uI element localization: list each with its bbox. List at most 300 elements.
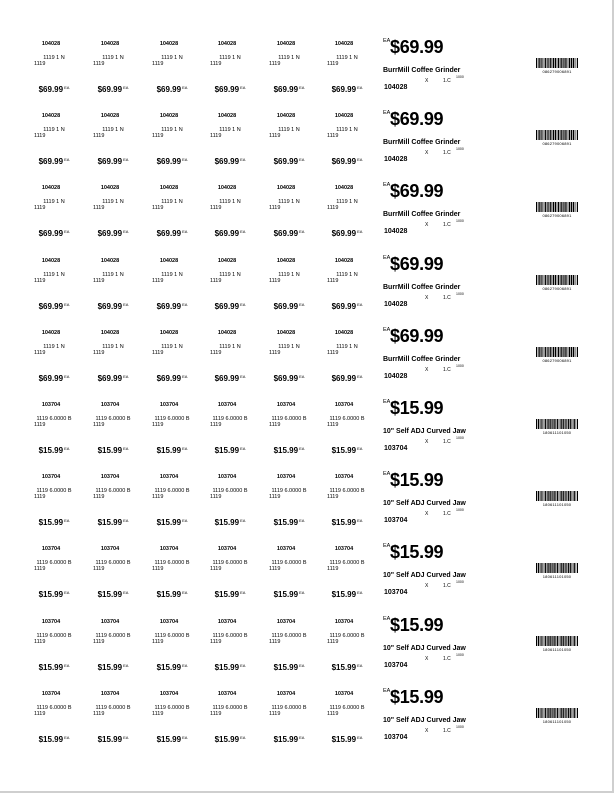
main-shelf-label — [383, 688, 523, 760]
small-label-price — [144, 663, 200, 672]
small-label-unit: EA — [240, 301, 246, 307]
small-label — [85, 688, 141, 760]
small-label — [85, 255, 141, 327]
small-label-item-code: 104028 — [159, 113, 179, 120]
small-label-line1: 1119 1 N — [43, 127, 65, 134]
small-label-line1: 1119 6.0000 B — [271, 488, 307, 495]
small-label-price — [319, 157, 375, 166]
small-label-line1: 1119 6.0000 B — [95, 632, 131, 639]
small-label-item-code: 104028 — [41, 113, 61, 120]
small-label-item-code: 104028 — [100, 41, 120, 47]
small-label-line2: 1119 — [152, 133, 164, 140]
small-label-line2: 1119 — [93, 494, 105, 501]
small-label-line2: 1119 — [34, 638, 46, 645]
small-label — [26, 471, 82, 543]
small-label-line1: 1119 6.0000 B — [95, 416, 131, 422]
small-label-price — [261, 446, 317, 455]
barcode — [536, 636, 578, 652]
main-label-qty-sup: 1000 — [456, 219, 464, 224]
barcode — [536, 347, 578, 363]
small-label — [319, 471, 375, 543]
small-label-line1: 1119 1 N — [219, 199, 241, 206]
small-label — [319, 688, 375, 760]
main-shelf-label — [383, 327, 523, 399]
small-label-item-code: 104028 — [159, 329, 179, 336]
small-label — [319, 399, 375, 471]
main-label-qty-sup: 1000 — [456, 75, 464, 79]
main-label-x-mark: X — [425, 294, 429, 301]
small-label-price-value: $15.99 — [273, 734, 299, 744]
barcode — [536, 491, 578, 507]
small-label-item-code: 104028 — [100, 329, 120, 336]
small-label-unit: EA — [64, 518, 70, 524]
small-label — [319, 543, 375, 615]
small-label-unit: EA — [123, 229, 129, 235]
label-row — [0, 110, 600, 182]
small-label-line1: 1119 1 N — [278, 199, 300, 206]
small-label-price — [144, 229, 200, 238]
small-label-item-code: 103704 — [159, 402, 179, 408]
small-label-price — [26, 229, 82, 238]
barcode-bars — [536, 419, 578, 429]
small-label-unit: EA — [64, 662, 70, 668]
small-label — [261, 399, 317, 471]
label-row — [0, 471, 600, 543]
small-label-price-value: $69.99 — [331, 301, 357, 311]
small-label-price — [202, 85, 258, 94]
small-label — [85, 327, 141, 399]
small-label-price-value: $15.99 — [331, 734, 357, 744]
small-label-item-code: 103704 — [41, 690, 61, 697]
small-label-price-value: $69.99 — [38, 157, 64, 167]
main-label-qty-sup: 1000 — [456, 291, 464, 296]
small-label-unit: EA — [240, 157, 246, 163]
small-label-price — [319, 229, 375, 238]
small-label-item-code: 104028 — [41, 329, 61, 336]
small-label-line2: 1119 — [210, 133, 222, 140]
small-label-line2: 1119 — [34, 277, 46, 284]
small-label-price-value: $69.99 — [273, 229, 299, 239]
small-label-line2: 1119 — [34, 422, 46, 428]
small-label-unit: EA — [123, 373, 129, 379]
small-label-price — [144, 735, 200, 744]
small-label-unit: EA — [64, 590, 70, 596]
small-label-price-value: $69.99 — [97, 229, 123, 239]
small-label — [261, 110, 317, 182]
small-label-price — [202, 229, 258, 238]
small-label-item-code: 103704 — [41, 474, 61, 481]
label-row — [0, 182, 600, 254]
small-label-unit: EA — [299, 662, 305, 668]
small-label — [144, 327, 200, 399]
small-label — [202, 688, 258, 760]
small-label-line2: 1119 — [210, 277, 222, 284]
small-label-line1: 1119 1 N — [102, 55, 124, 61]
main-label-description: 10" Self ADJ Curved Jaw — [383, 572, 466, 580]
main-label-qty-sup: 1000 — [456, 363, 464, 368]
small-label-line2: 1119 — [269, 638, 281, 645]
main-label-qty: 1.C — [443, 511, 451, 518]
barcode-bars — [536, 275, 578, 285]
main-shelf-label — [383, 182, 523, 254]
small-label-item-code: 104028 — [276, 185, 296, 192]
main-label-item-code: 104028 — [384, 372, 408, 380]
barcode-bars — [536, 636, 578, 646]
main-label-item-code: 104028 — [384, 156, 408, 164]
small-label — [261, 182, 317, 254]
small-label-unit: EA — [64, 301, 70, 307]
small-label-line2: 1119 — [269, 349, 281, 356]
main-label-qty-sup: 1000 — [456, 147, 464, 152]
small-label-item-code: 103704 — [276, 618, 296, 625]
barcode-number: 086279006891 — [542, 357, 572, 363]
small-label-line1: 1119 1 N — [278, 127, 300, 134]
barcode-bars — [536, 708, 578, 718]
small-label-line1: 1119 1 N — [219, 127, 241, 134]
small-label-unit: EA — [182, 662, 188, 668]
main-label-x-mark: X — [425, 583, 429, 590]
small-label-line1: 1119 1 N — [102, 271, 124, 278]
small-label-line2: 1119 — [93, 638, 105, 645]
small-label-line1: 1119 6.0000 B — [95, 560, 131, 567]
small-label-line1: 1119 6.0000 B — [212, 416, 248, 422]
main-label-unit: EA — [383, 543, 391, 550]
small-label-price-value: $69.99 — [97, 301, 123, 311]
barcode-number: 086279006891 — [542, 69, 572, 74]
small-label-price-value: $69.99 — [273, 301, 299, 311]
small-label-price — [261, 374, 317, 383]
small-label-unit: EA — [240, 734, 246, 740]
small-label-item-code: 104028 — [276, 329, 296, 336]
main-label-unit: EA — [383, 110, 391, 117]
small-label-unit: EA — [357, 590, 363, 596]
main-label-price: $15.99 — [390, 470, 444, 491]
small-label-unit: EA — [299, 157, 305, 163]
small-label-line2: 1119 — [152, 277, 164, 284]
small-label-unit: EA — [240, 446, 246, 451]
small-label-item-code: 103704 — [334, 402, 354, 408]
small-label-unit: EA — [182, 518, 188, 524]
small-label — [319, 616, 375, 688]
main-label-qty: 1.C — [443, 439, 451, 445]
small-label-item-code: 104028 — [41, 185, 61, 192]
small-label — [202, 110, 258, 182]
small-label-line1: 1119 6.0000 B — [329, 560, 365, 567]
main-label-item-code: 103704 — [384, 517, 408, 525]
small-label-line1: 1119 1 N — [278, 343, 300, 350]
small-label-line2: 1119 — [210, 205, 222, 212]
main-label-description: BurrMill Coffee Grinder — [383, 211, 461, 219]
label-row — [0, 255, 600, 327]
main-label-qty: 1.C — [443, 78, 451, 84]
small-label-line2: 1119 — [210, 566, 222, 573]
small-label-price-value: $15.99 — [214, 734, 240, 744]
small-label — [144, 182, 200, 254]
small-label-price — [144, 590, 200, 599]
main-label-description: BurrMill Coffee Grinder — [383, 67, 461, 74]
label-row — [0, 616, 600, 688]
barcode-bars — [536, 347, 578, 357]
small-label-line2: 1119 — [34, 566, 46, 573]
small-label-item-code: 103704 — [217, 402, 237, 408]
small-label-price — [144, 446, 200, 455]
small-label-item-code: 103704 — [41, 546, 61, 553]
small-label-item-code: 103704 — [100, 546, 120, 553]
main-label-description: BurrMill Coffee Grinder — [383, 355, 461, 363]
small-label-line1: 1119 1 N — [161, 271, 183, 278]
small-label-price-value: $15.99 — [214, 590, 240, 600]
small-label-unit: EA — [357, 446, 363, 451]
small-label-line1: 1119 1 N — [336, 55, 358, 61]
small-label — [144, 110, 200, 182]
small-label-line2: 1119 — [34, 133, 46, 140]
small-label-price — [26, 663, 82, 672]
small-label-price — [202, 735, 258, 744]
small-label-unit: EA — [299, 590, 305, 596]
small-label — [144, 255, 200, 327]
small-label-price — [319, 518, 375, 527]
small-label-item-code: 103704 — [100, 402, 120, 408]
small-label-unit: EA — [357, 734, 363, 740]
small-label — [26, 255, 82, 327]
small-label-unit: EA — [357, 157, 363, 163]
small-label-price-value: $15.99 — [156, 734, 182, 744]
small-label-line1: 1119 1 N — [336, 199, 358, 206]
main-label-qty-sup: 1000 — [456, 508, 464, 513]
small-label-price-value: $69.99 — [331, 157, 357, 167]
small-label-line1: 1119 6.0000 B — [329, 416, 365, 422]
small-label-unit: EA — [182, 373, 188, 379]
small-label-price — [202, 663, 258, 672]
small-label-price — [261, 590, 317, 599]
main-label-x-mark: X — [425, 655, 429, 662]
main-label-price: $15.99 — [390, 614, 444, 635]
main-label-x-mark: X — [425, 366, 429, 373]
small-label-price-value: $69.99 — [156, 229, 182, 239]
main-label-unit: EA — [383, 182, 391, 189]
small-label-price — [85, 590, 141, 599]
small-label-line1: 1119 6.0000 B — [36, 488, 72, 495]
small-label — [85, 182, 141, 254]
small-label-line2: 1119 — [269, 710, 281, 717]
small-label-price-value: $69.99 — [97, 157, 123, 167]
small-label-price — [261, 663, 317, 672]
small-label-unit: EA — [123, 157, 129, 163]
small-label-unit: EA — [182, 229, 188, 235]
barcode — [536, 563, 578, 579]
small-label-price — [319, 85, 375, 94]
small-label-item-code: 104028 — [276, 257, 296, 264]
small-label-price-value: $15.99 — [273, 590, 299, 600]
small-label-unit: EA — [299, 734, 305, 740]
main-label-unit: EA — [383, 471, 391, 478]
small-label-price-value: $15.99 — [38, 446, 64, 455]
barcode-bars — [536, 202, 578, 212]
barcode-number: 180611101050 — [542, 430, 572, 435]
main-label-item-code: 103704 — [384, 445, 408, 452]
small-label-unit: EA — [123, 518, 129, 524]
small-label-price — [26, 735, 82, 744]
small-label — [202, 399, 258, 471]
small-label-unit: EA — [123, 662, 129, 668]
small-label-item-code: 103704 — [159, 546, 179, 553]
small-label-unit: EA — [299, 373, 305, 379]
small-label — [144, 471, 200, 543]
small-label-line2: 1119 — [210, 638, 222, 645]
small-label-line2: 1119 — [34, 494, 46, 501]
small-label-price-value: $15.99 — [331, 662, 357, 672]
small-label-unit: EA — [357, 301, 363, 307]
small-label-unit: EA — [240, 373, 246, 379]
small-label — [85, 616, 141, 688]
main-label-item-code: 103704 — [384, 733, 408, 741]
main-label-unit: EA — [383, 254, 391, 261]
small-label-line1: 1119 6.0000 B — [154, 560, 190, 567]
small-label-line1: 1119 6.0000 B — [95, 704, 131, 711]
small-label-line2: 1119 — [93, 61, 105, 67]
small-label-line1: 1119 6.0000 B — [212, 704, 248, 711]
small-label-price-value: $69.99 — [97, 373, 123, 383]
small-label-unit: EA — [123, 590, 129, 596]
small-label-price — [319, 374, 375, 383]
small-label-item-code: 104028 — [217, 185, 237, 192]
small-label-price — [202, 446, 258, 455]
barcode-number: 180611101050 — [542, 574, 572, 580]
small-label-item-code: 104028 — [334, 113, 354, 120]
small-label — [261, 38, 317, 110]
small-label-item-code: 103704 — [217, 474, 237, 481]
small-label-line2: 1119 — [34, 61, 46, 67]
small-label-item-code: 104028 — [217, 329, 237, 336]
small-label-price — [85, 663, 141, 672]
small-label-price-value: $15.99 — [38, 590, 64, 600]
small-label-price — [85, 302, 141, 311]
small-label-price — [85, 157, 141, 166]
small-label-line2: 1119 — [93, 710, 105, 717]
small-label-line1: 1119 6.0000 B — [271, 704, 307, 711]
small-label-price — [144, 302, 200, 311]
label-row — [0, 38, 600, 110]
small-label-item-code: 104028 — [159, 257, 179, 264]
small-label-item-code: 104028 — [217, 257, 237, 264]
small-label-line1: 1119 6.0000 B — [154, 704, 190, 711]
small-label-item-code: 104028 — [334, 257, 354, 264]
small-label-line1: 1119 6.0000 B — [329, 632, 365, 639]
small-label-unit: EA — [64, 85, 70, 90]
small-label — [85, 471, 141, 543]
main-shelf-label — [383, 543, 523, 615]
small-label-unit: EA — [123, 734, 129, 740]
small-label-line1: 1119 1 N — [43, 199, 65, 206]
small-label-price-value: $69.99 — [38, 373, 64, 383]
small-label-line2: 1119 — [93, 205, 105, 212]
small-label-unit: EA — [299, 446, 305, 451]
small-label-price-value: $15.99 — [38, 734, 64, 744]
small-label-price-value: $69.99 — [331, 85, 357, 94]
small-label — [26, 38, 82, 110]
main-label-price: $69.99 — [390, 109, 444, 130]
small-label-unit: EA — [182, 157, 188, 163]
small-label-line1: 1119 1 N — [278, 271, 300, 278]
main-label-description: BurrMill Coffee Grinder — [383, 283, 461, 291]
small-label-line2: 1119 — [152, 422, 164, 428]
small-label-line2: 1119 — [327, 422, 339, 428]
small-label-unit: EA — [299, 301, 305, 307]
small-label-line2: 1119 — [152, 638, 164, 645]
small-label-line2: 1119 — [327, 205, 339, 212]
small-label-item-code: 104028 — [276, 41, 296, 47]
small-label-unit: EA — [182, 85, 188, 90]
small-label-unit: EA — [182, 301, 188, 307]
small-label-price — [85, 374, 141, 383]
small-label-price-value: $69.99 — [273, 85, 299, 94]
small-label-item-code: 104028 — [100, 257, 120, 264]
small-label-price-value: $69.99 — [214, 85, 240, 94]
small-label-price-value: $15.99 — [156, 662, 182, 672]
small-label-line1: 1119 6.0000 B — [212, 632, 248, 639]
small-label-unit: EA — [357, 373, 363, 379]
main-label-qty: 1.C — [443, 294, 451, 301]
small-label-item-code: 104028 — [100, 185, 120, 192]
small-label-line2: 1119 — [327, 61, 339, 67]
small-label-line1: 1119 6.0000 B — [271, 416, 307, 422]
small-label-item-code: 103704 — [276, 546, 296, 553]
small-label-unit: EA — [123, 85, 129, 90]
small-label — [202, 616, 258, 688]
small-label-price — [319, 446, 375, 455]
main-label-item-code: 104028 — [384, 228, 408, 236]
small-label-price — [202, 302, 258, 311]
main-label-price: $69.99 — [390, 181, 444, 202]
small-label-price-value: $15.99 — [156, 446, 182, 455]
small-label-item-code: 103704 — [100, 690, 120, 697]
small-label-line1: 1119 1 N — [43, 271, 65, 278]
small-label-unit: EA — [240, 590, 246, 596]
small-label — [26, 110, 82, 182]
small-label-price-value: $69.99 — [273, 157, 299, 167]
small-label — [85, 110, 141, 182]
small-label-price — [26, 157, 82, 166]
small-label-price — [144, 157, 200, 166]
small-label-line1: 1119 1 N — [161, 55, 183, 61]
small-label-line2: 1119 — [327, 566, 339, 573]
small-label-price — [26, 446, 82, 455]
small-label-line1: 1119 6.0000 B — [271, 632, 307, 639]
small-label-line1: 1119 6.0000 B — [329, 488, 365, 495]
small-label-line2: 1119 — [34, 710, 46, 717]
small-label-line2: 1119 — [269, 61, 281, 67]
small-label-item-code: 103704 — [217, 546, 237, 553]
small-label-price-value: $69.99 — [97, 85, 123, 94]
small-label-price-value: $69.99 — [331, 229, 357, 239]
small-label-price — [26, 374, 82, 383]
main-label-price: $15.99 — [390, 542, 444, 563]
main-label-description: 10" Self ADJ Curved Jaw — [383, 644, 466, 652]
small-label-line1: 1119 1 N — [102, 127, 124, 134]
small-label-unit: EA — [357, 85, 363, 90]
main-label-unit: EA — [383, 326, 391, 333]
small-label — [85, 399, 141, 471]
small-label-price-value: $15.99 — [97, 518, 123, 528]
small-label-line2: 1119 — [152, 566, 164, 573]
small-label-unit: EA — [64, 157, 70, 163]
small-label-price-value: $69.99 — [273, 373, 299, 383]
small-label — [319, 110, 375, 182]
small-label-item-code: 104028 — [217, 41, 237, 47]
main-label-x-mark: X — [425, 150, 429, 157]
main-label-description: 10" Self ADJ Curved Jaw — [383, 500, 466, 508]
small-label-line1: 1119 6.0000 B — [154, 488, 190, 495]
